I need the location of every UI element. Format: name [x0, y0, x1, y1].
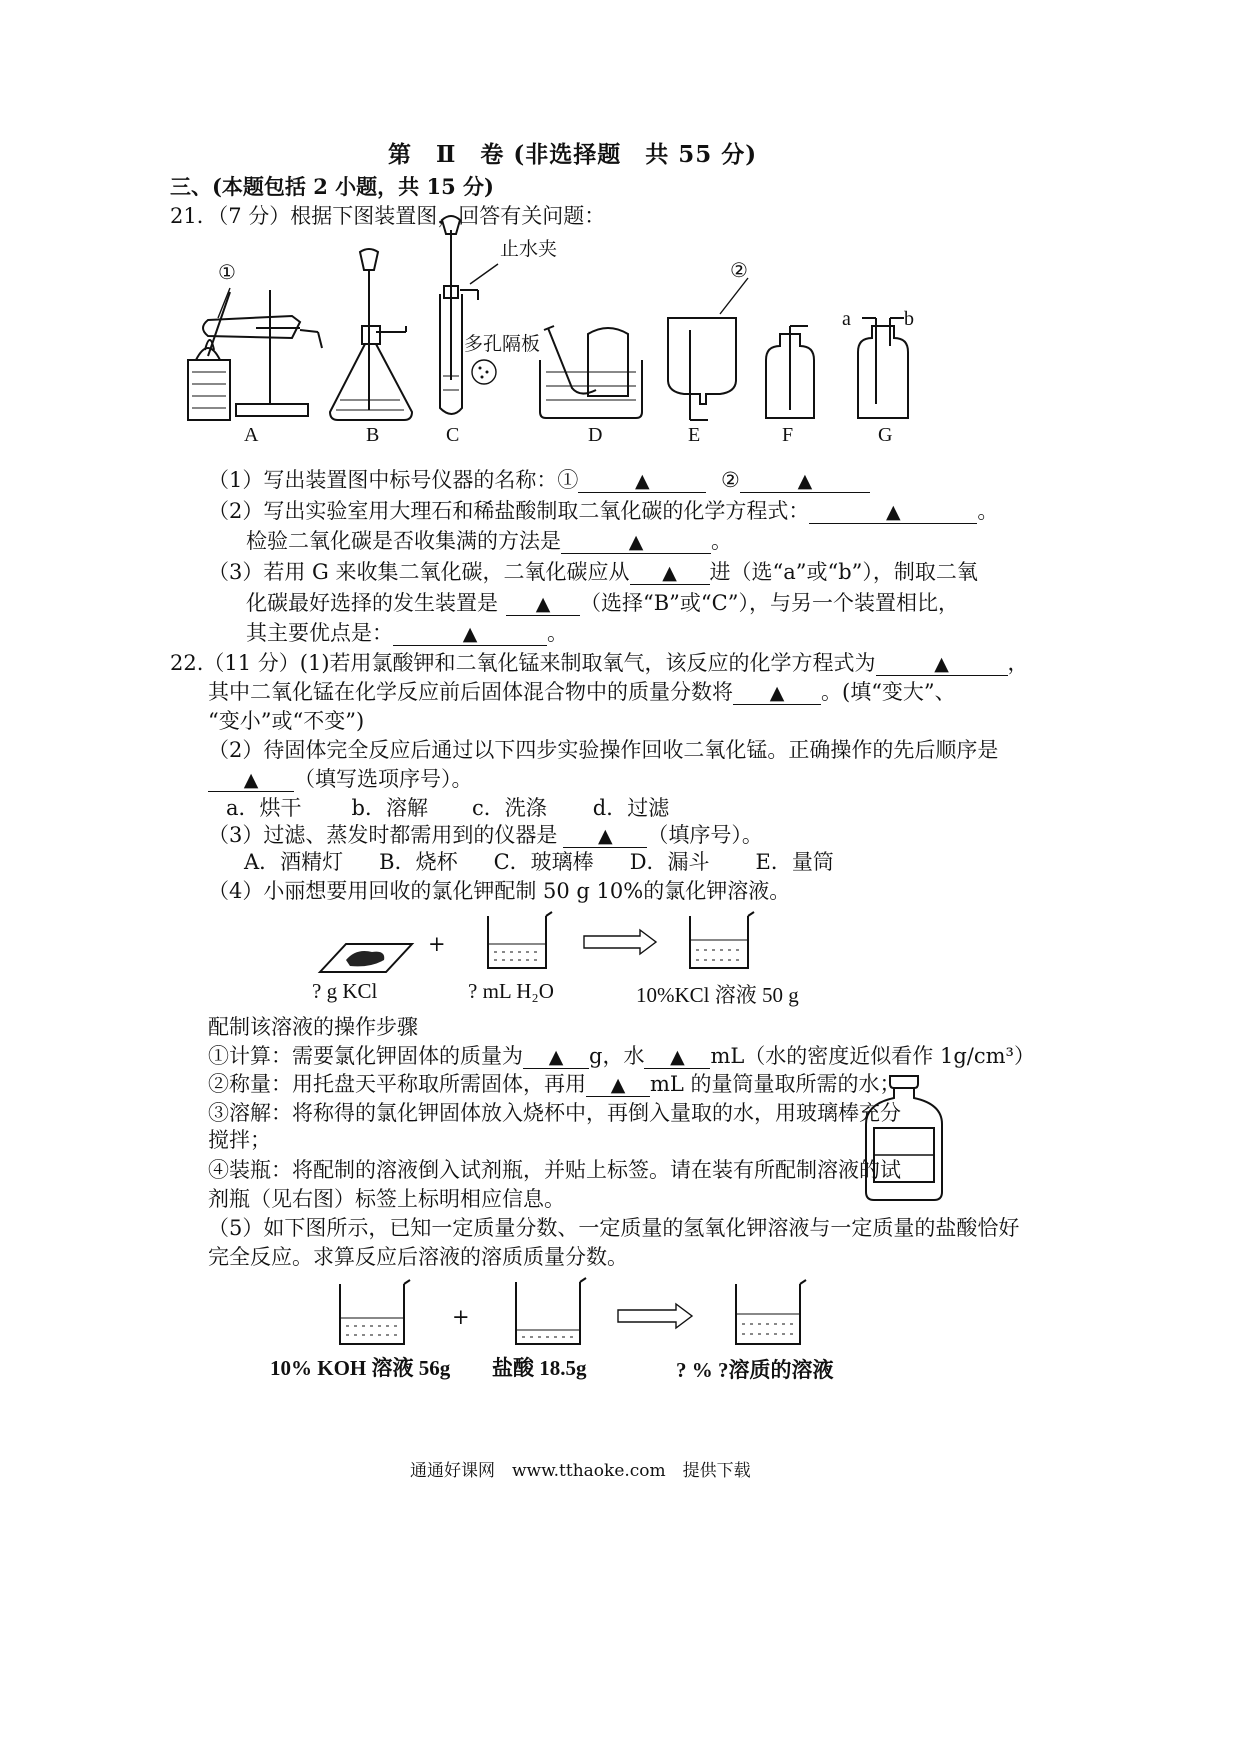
- q22-part4: （4）小丽想要用回收的氯化钾配制 50 g 10%的氯化钾溶液。: [208, 879, 791, 903]
- q21-part3-mid: 进（选“a”或“b”），制取二氧: [709, 560, 978, 584]
- q22-part2: （2）待固体完全反应后通过以下四步实验操作回收二氧化锰。正确操作的先后顺序是: [208, 738, 999, 762]
- q21-part3c-text: 其主要优点是：: [246, 621, 393, 645]
- q21-part3c-end: 。: [547, 621, 568, 645]
- option: E．量筒: [755, 850, 834, 874]
- plus-sign: +: [428, 932, 446, 956]
- stop-clamp-label: 止水夹: [500, 238, 558, 260]
- q22-part1b-text: 其中二氧化锰在化学反应前后固体混合物中的质量分数将: [208, 680, 733, 704]
- answer-blank[interactable]: ▲: [393, 623, 547, 646]
- beaker-icon: [516, 1278, 586, 1344]
- answer-blank[interactable]: ▲: [876, 653, 1008, 676]
- step-3b: 搅拌；: [208, 1128, 271, 1152]
- q22-part2b-end: （填写选项序号）。: [294, 767, 473, 791]
- answer-blank[interactable]: ▲: [561, 531, 711, 554]
- q21-part3-text: （3）若用 G 来收集二氧化碳，二氧化碳应从: [208, 560, 630, 584]
- step-4b: 剂瓶（见右图）标签上标明相应信息。: [208, 1187, 565, 1211]
- plus-sign: +: [452, 1305, 470, 1329]
- hcl-caption: 盐酸 18.5g: [492, 1356, 587, 1380]
- port-b-label: b: [904, 308, 914, 330]
- answer-blank[interactable]: ▲: [523, 1046, 589, 1069]
- beaker-icon: [736, 1280, 806, 1344]
- q22-part3-text: （3）过滤、蒸发时都需用到的仪器是: [208, 823, 558, 847]
- section-heading: 三、(本题包括 2 小题，共 15 分): [170, 174, 494, 199]
- option: a．烘干: [226, 796, 302, 820]
- page-title: 第 Ⅱ 卷 (非选择题 共 55 分): [388, 141, 758, 168]
- label-b: B: [366, 424, 380, 446]
- option: b．溶解: [351, 796, 428, 820]
- answer-blank[interactable]: ▲: [644, 1046, 710, 1069]
- port-a-label: a: [842, 308, 851, 330]
- q21-part1-mid: ②: [721, 468, 740, 492]
- label-d: D: [588, 424, 603, 446]
- option: B．烧杯: [379, 850, 458, 874]
- q22-part1-text: 22.（11 分）(1)若用氯酸钾和二氧化锰来制取氧气，该反应的化学方程式为: [170, 651, 876, 675]
- step-3: ③溶解：将称得的氯化钾固体放入烧杯中，再倒入量取的水，用玻璃棒充分: [208, 1101, 901, 1125]
- q22-part1-end: ，: [1007, 651, 1029, 675]
- footer-source: 通通好课网 www.tthaoke.com 提供下载: [410, 1461, 751, 1481]
- answer-blank[interactable]: ▲: [586, 1074, 650, 1097]
- steps-title: 配制该溶液的操作步骤: [208, 1015, 418, 1039]
- answer-blank[interactable]: ▲: [630, 562, 710, 585]
- q21-part1-text: （1）写出装置图中标号仪器的名称：①: [208, 468, 579, 492]
- q21-part2-text: （2）写出实验室用大理石和稀盐酸制取二氧化碳的化学方程式：: [208, 499, 810, 523]
- option: c．洗涤: [471, 796, 547, 820]
- q21-part2-end: 。: [977, 499, 999, 523]
- label-c: C: [446, 424, 460, 446]
- option: d．过滤: [592, 796, 670, 820]
- step-2-text: ②称量：用托盘天平称取所需固体，再用: [208, 1072, 586, 1096]
- circled-number-2: ②: [730, 260, 748, 282]
- option: A．酒精灯: [244, 850, 344, 874]
- answer-blank[interactable]: ▲: [506, 593, 580, 616]
- label-f: F: [782, 424, 794, 446]
- step-1-end: mL（水的密度近似看作 1g/cm³）: [710, 1044, 1035, 1068]
- q22-part3-end: （填序号）。: [647, 823, 763, 847]
- q21-stem: 21．（7 分）根据下图装置图，回答有关问题：: [170, 204, 606, 228]
- answer-blank[interactable]: ▲: [208, 769, 294, 792]
- porous-plate-label: 多孔隔板: [464, 333, 541, 355]
- step-1-mid: g，水: [589, 1044, 645, 1068]
- answer-blank[interactable]: ▲: [733, 682, 821, 705]
- q21-part2b-end: 。: [711, 529, 732, 553]
- q22-part5: （5）如下图所示，已知一定质量分数、一定质量的氢氧化钾溶液与一定质量的盐酸恰好: [208, 1216, 1020, 1240]
- option: D．漏斗: [629, 850, 710, 874]
- kcl-caption: ? g KCl: [312, 979, 378, 1003]
- q22-part5b: 完全反应。求算反应后溶液的溶质质量分数。: [208, 1245, 628, 1269]
- label-a: A: [244, 424, 259, 446]
- answer-blank[interactable]: ▲: [809, 501, 977, 524]
- label-g: G: [878, 424, 893, 446]
- arrow-icon: [618, 1304, 692, 1328]
- answer-blank[interactable]: ▲: [563, 825, 647, 848]
- koh-caption: 10% KOH 溶液 56g: [270, 1356, 451, 1380]
- beaker-icon: [340, 1280, 410, 1344]
- solution-caption: 10%KCl 溶液 50 g: [636, 983, 799, 1007]
- q22-part1b-end: 。(填“变大”、: [821, 680, 956, 704]
- q21-part2b-text: 检验二氧化碳是否收集满的方法是: [246, 529, 561, 553]
- step-4: ④装瓶：将配制的溶液倒入试剂瓶，并贴上标签。请在装有所配制溶液的试: [208, 1158, 901, 1182]
- q22-part1c: “变小”或“不变”): [208, 709, 365, 733]
- label-e: E: [688, 424, 701, 446]
- option: C．玻璃棒: [493, 850, 594, 874]
- q21-part3b-text: 化碳最好选择的发生装置是: [246, 591, 498, 615]
- step-1-text: ①计算：需要氯化钾固体的质量为: [208, 1044, 523, 1068]
- step-2-end: mL 的量筒量取所需的水；: [650, 1072, 901, 1096]
- product-caption: ? % ?溶质的溶液: [676, 1358, 834, 1382]
- answer-blank[interactable]: ▲: [740, 470, 870, 493]
- circled-number-1: ①: [218, 262, 236, 284]
- water-caption: ? mL H₂O: [468, 979, 554, 1003]
- q21-part3b-mid: （选择“B”或“C”），与另一个装置相比，: [580, 591, 959, 615]
- answer-blank[interactable]: ▲: [578, 470, 706, 493]
